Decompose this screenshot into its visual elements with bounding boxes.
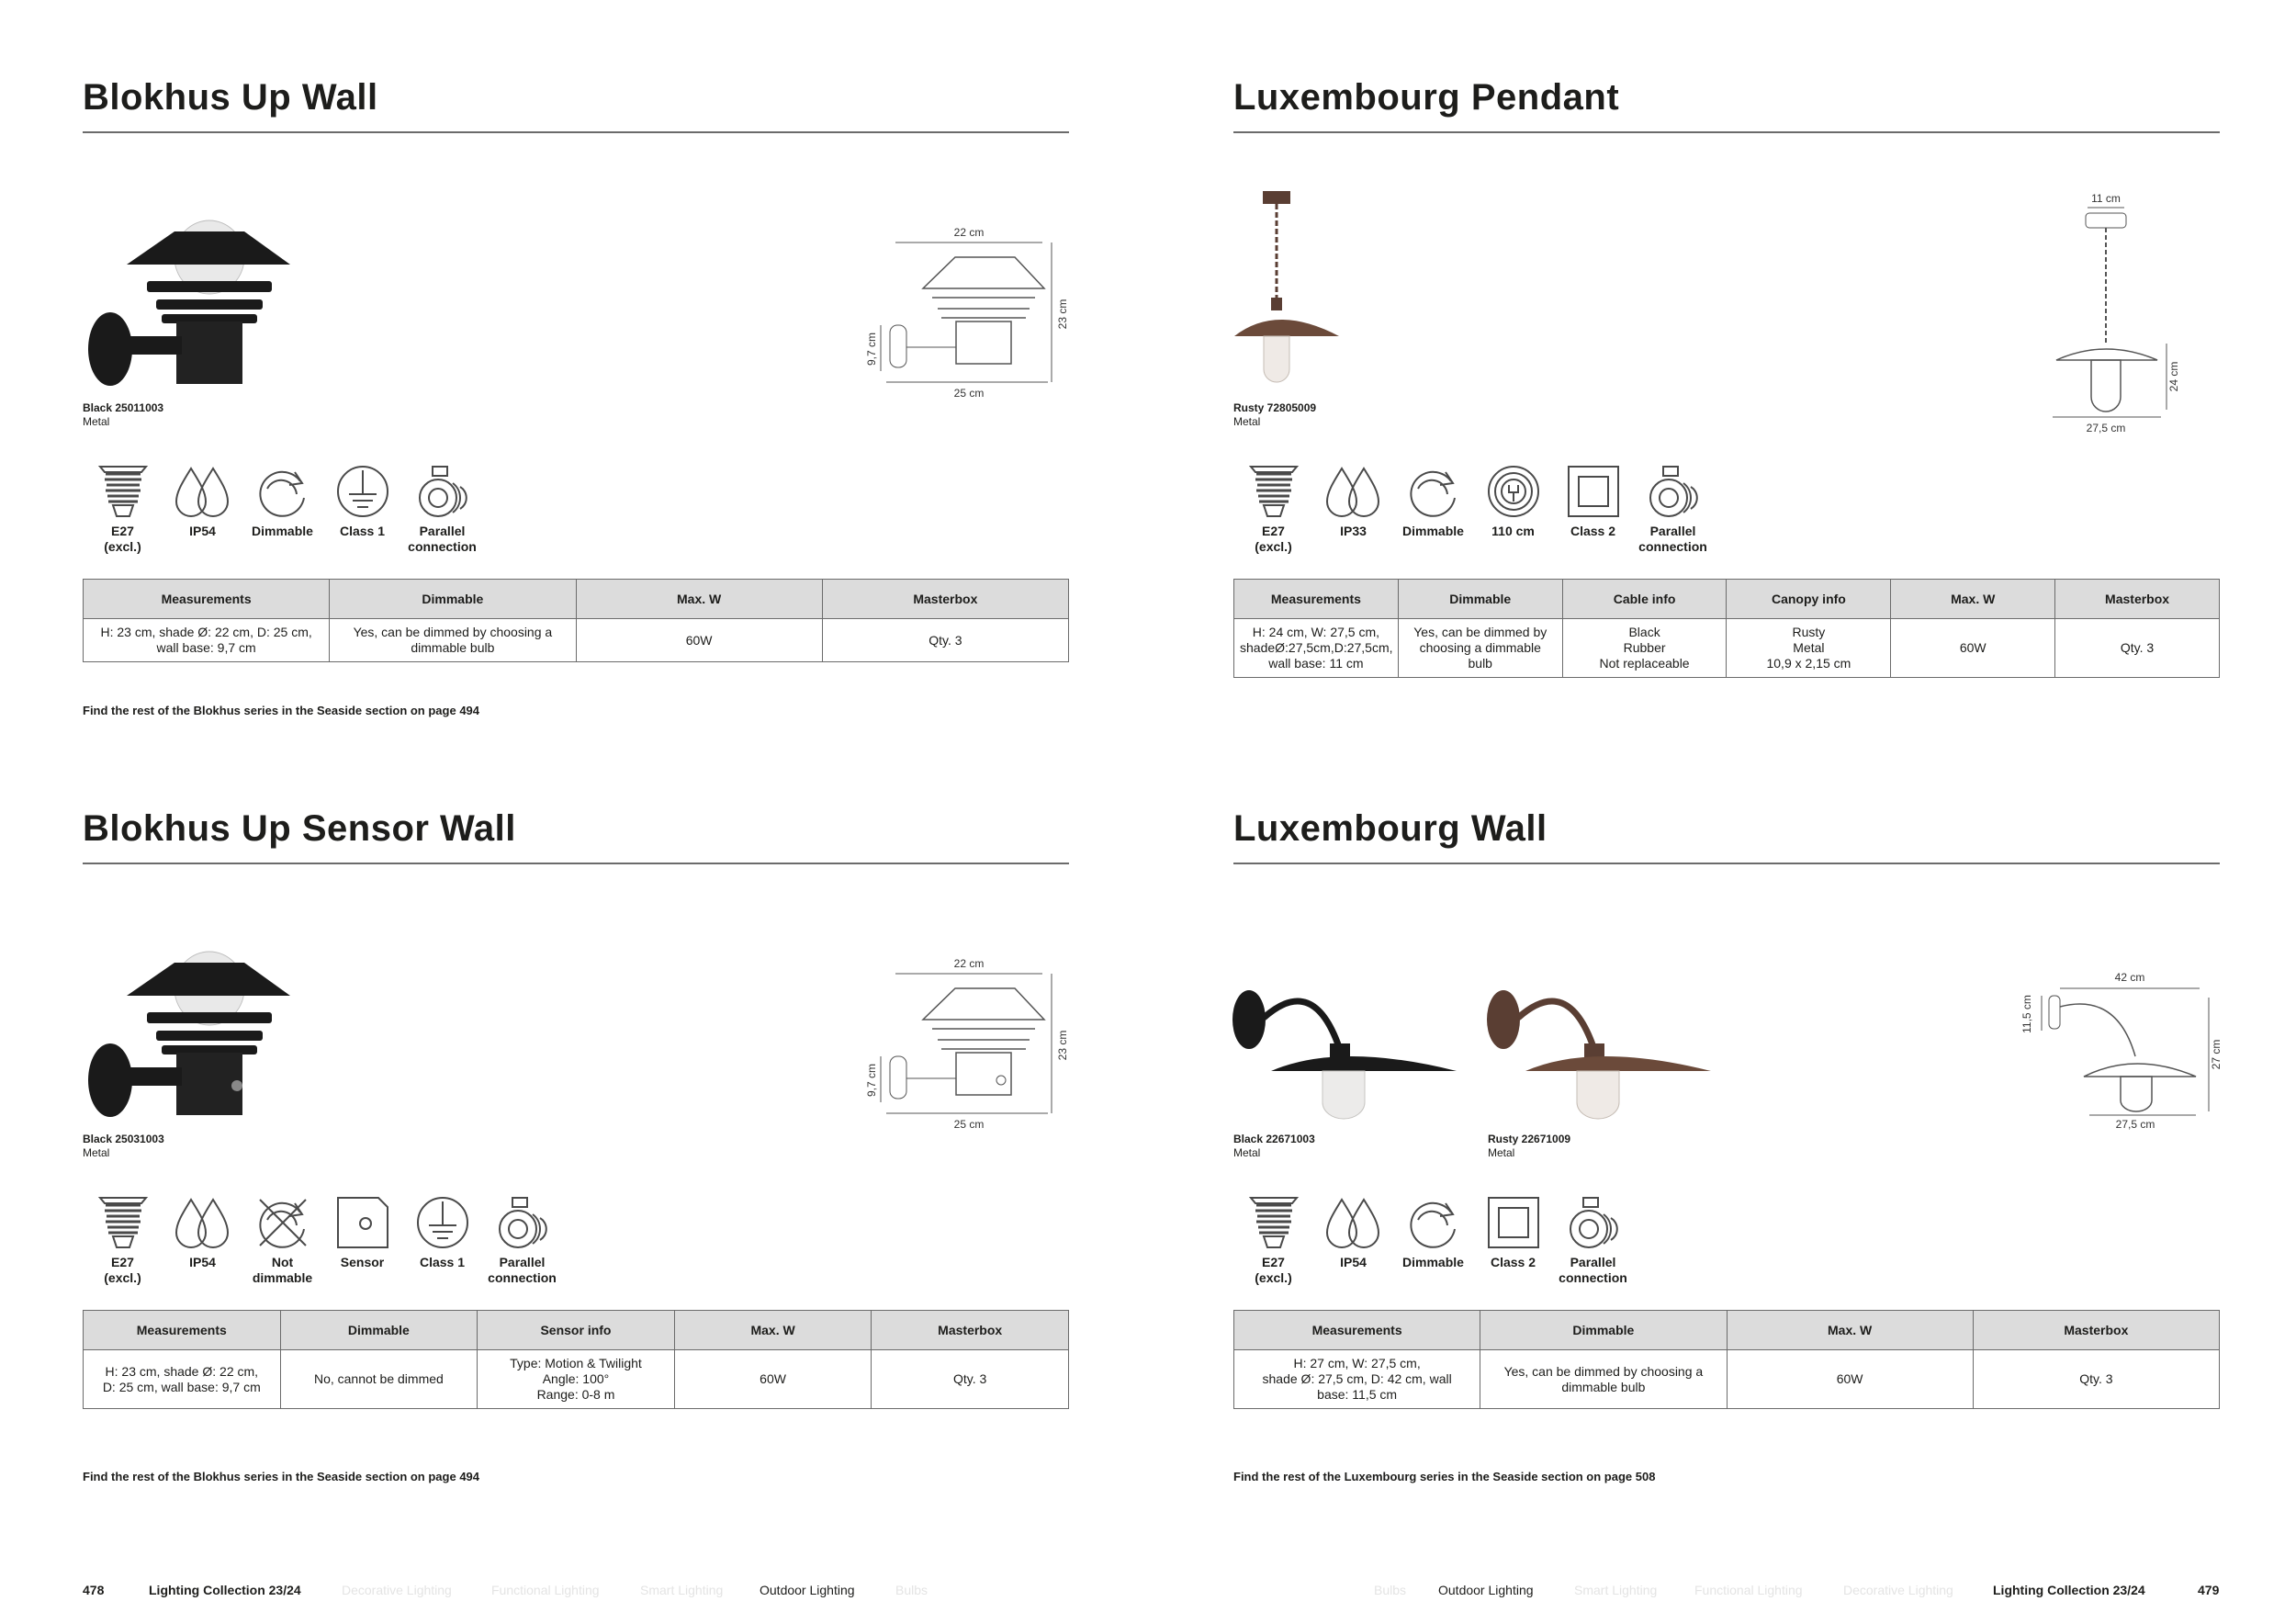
table-header: Masterbox: [822, 580, 1068, 619]
table-row: [84, 1350, 1069, 1409]
title-divider: [83, 131, 1069, 133]
feature-ip: [1313, 461, 1393, 555]
sensor-icon: [332, 1192, 393, 1253]
title-divider: [83, 863, 1069, 864]
e27-bulb-icon: [1244, 461, 1304, 522]
variant-caption: [83, 1133, 164, 1160]
table-header-row: [84, 580, 1069, 619]
feature-ip: [163, 1192, 242, 1286]
variant-material: Metal: [83, 415, 110, 428]
dim-width: 27,5 cm: [2086, 422, 2126, 434]
dim-height: 24 cm: [2167, 361, 2180, 392]
title-divider: [1233, 863, 2220, 864]
table-cell: Yes, can be dimmed by choosing a dimmable bulb: [1398, 619, 1562, 678]
nav-link-decorative[interactable]: Decorative Lighting: [1843, 1583, 1953, 1597]
dimmable-icon: [1403, 1192, 1464, 1253]
feature-parallel: [402, 461, 482, 555]
parallel-connection-icon: [1563, 1192, 1624, 1253]
table-row: [1234, 619, 2220, 678]
feature-icons: [1233, 1192, 1633, 1286]
title-blokhus-up-wall: Blokhus Up Wall: [83, 77, 378, 118]
variant-caption: [1233, 401, 1316, 429]
product-photo-blokhus-up-sensor-wall: [81, 933, 292, 1117]
table-row: [84, 619, 1069, 662]
table-header: Measurements: [84, 580, 330, 619]
product-photo-luxembourg-wall-black: [1231, 964, 1460, 1121]
title-divider: [1233, 131, 2220, 133]
table-header-row: [84, 1311, 1069, 1350]
table-header: Dimmable: [1480, 1311, 1727, 1350]
class-2-icon: [1483, 1192, 1544, 1253]
table-header: Max. W: [576, 580, 822, 619]
spec-table-blokhus-up-sensor-wall: [83, 1310, 1069, 1409]
dim-depth: 25 cm: [953, 1118, 985, 1131]
series-note: Find the rest of the Luxembourg series in the Seaside section on page 508: [1233, 1470, 1656, 1483]
dim-wall-base: 9,7 cm: [865, 332, 878, 367]
title-luxembourg-pendant: Luxembourg Pendant: [1233, 77, 1620, 118]
variant-caption-black: [1233, 1133, 1315, 1160]
feature-label: IP54: [1340, 1255, 1367, 1269]
table-cell: No, cannot be dimmed: [280, 1350, 478, 1409]
feature-label: Dimmable: [1402, 1255, 1464, 1269]
feature-label: 110 cm: [1491, 524, 1535, 538]
parallel-connection-icon: [492, 1192, 553, 1253]
table-cell: Qty. 3: [2055, 619, 2220, 678]
parallel-connection-icon: [1643, 461, 1704, 522]
feature-label: Class 2: [1570, 524, 1616, 538]
dim-width: 42 cm: [2114, 971, 2145, 984]
series-note: Find the rest of the Blokhus series in the Seaside section on page 494: [83, 1470, 480, 1483]
variant-material: Metal: [1233, 415, 1261, 428]
table-header: Dimmable: [280, 1311, 478, 1350]
table-cell: Qty. 3: [1973, 1350, 2219, 1409]
table-row: [1234, 1350, 2220, 1409]
feature-label: E27 (excl.): [104, 1255, 141, 1285]
feature-label: IP54: [189, 1255, 216, 1269]
table-header: Canopy info: [1727, 580, 1891, 619]
variant-name: Black 25011003: [83, 401, 164, 414]
table-header-row: [1234, 1311, 2220, 1350]
table-header-row: [1234, 580, 2220, 619]
spec-table-luxembourg-pendant: [1233, 579, 2220, 678]
feature-label: Class 2: [1490, 1255, 1536, 1269]
table-header: Masterbox: [1973, 1311, 2219, 1350]
ip-drops-icon: [1323, 1192, 1384, 1253]
feature-parallel: [1633, 461, 1713, 555]
feature-label: Dimmable: [1402, 524, 1464, 538]
table-header: Max. W: [1891, 580, 2055, 619]
variant-name: Black 22671003: [1233, 1133, 1315, 1145]
dim-width: 22 cm: [953, 957, 985, 970]
feature-label: Parallel connection: [1559, 1255, 1627, 1285]
ip-drops-icon: [173, 461, 233, 522]
table-header: Max. W: [1727, 1311, 1973, 1350]
variant-name: Black 25031003: [83, 1133, 164, 1145]
series-note: Find the rest of the Blokhus series in the Seaside section on page 494: [83, 704, 480, 717]
feature-label: Class 1: [419, 1255, 466, 1269]
feature-class: [322, 461, 402, 555]
table-header: Cable info: [1562, 580, 1727, 619]
feature-class: [402, 1192, 482, 1286]
feature-label: Not dimmable: [252, 1255, 313, 1285]
nav-link-bulbs[interactable]: Bulbs: [895, 1583, 929, 1597]
feature-icons: [83, 1192, 562, 1286]
table-cell: 60W: [1727, 1350, 1973, 1409]
feature-dimmable: [1393, 1192, 1473, 1286]
feature-cable: [1473, 461, 1553, 555]
table-cell: H: 24 cm, W: 27,5 cm, shadeØ:27,5cm,D:27,5cm, wall base: 11 cm: [1234, 619, 1399, 678]
dim-canopy: 11 cm: [2091, 192, 2121, 205]
dim-wall-base: 9,7 cm: [865, 1063, 878, 1098]
table-header: Max. W: [674, 1311, 872, 1350]
feature-class: [1553, 461, 1633, 555]
feature-parallel: [1553, 1192, 1633, 1286]
not-dimmable-icon: [253, 1192, 313, 1253]
spec-table-blokhus-up-wall: [83, 579, 1069, 662]
table-cell: H: 23 cm, shade Ø: 22 cm, D: 25 cm, wall base: 9,7 cm: [84, 619, 330, 662]
table-cell: 60W: [1891, 619, 2055, 678]
dimmable-icon: [253, 461, 313, 522]
nav-link-functional[interactable]: Functional Lighting: [491, 1583, 600, 1597]
collection-title-right: Lighting Collection 23/24: [1993, 1583, 2145, 1597]
variant-name: Rusty 72805009: [1233, 401, 1317, 414]
feature-label: Sensor: [340, 1255, 385, 1269]
collection-title-left: Lighting Collection 23/24: [149, 1583, 301, 1597]
feature-label: Parallel connection: [1638, 524, 1707, 554]
feature-bulb: [83, 461, 163, 555]
dimension-drawing-luxembourg-wall: [2016, 964, 2227, 1130]
e27-bulb-icon: [1244, 1192, 1304, 1253]
feature-label: IP33: [1340, 524, 1367, 538]
nav-link-outdoor[interactable]: Outdoor Lighting: [760, 1583, 855, 1597]
nav-link-bulbs[interactable]: Bulbs: [1374, 1583, 1407, 1597]
dimmable-icon: [1403, 461, 1464, 522]
title-blokhus-up-sensor-wall: Blokhus Up Sensor Wall: [83, 808, 516, 849]
feature-label: Dimmable: [252, 524, 313, 538]
dim-width: 22 cm: [953, 226, 985, 239]
variant-material: Metal: [83, 1146, 110, 1159]
variant-caption-rusty: [1488, 1133, 1570, 1160]
feature-icons: [1233, 461, 1713, 555]
variant-material: Metal: [1233, 1146, 1261, 1159]
table-cell: Black Rubber Not replaceable: [1562, 619, 1727, 678]
feature-bulb: [1233, 1192, 1313, 1286]
nav-link-functional[interactable]: Functional Lighting: [1694, 1583, 1803, 1597]
table-cell: 60W: [576, 619, 822, 662]
page-number-left: 478: [83, 1583, 105, 1597]
variant-material: Metal: [1488, 1146, 1515, 1159]
dim-shade: 27,5 cm: [2115, 1118, 2155, 1131]
feature-ip: [163, 461, 242, 555]
table-cell: H: 23 cm, shade Ø: 22 cm, D: 25 cm, wall base: 9,7 cm: [84, 1350, 281, 1409]
dimension-drawing-blokhus-up-sensor-wall: [865, 952, 1079, 1135]
table-cell: Type: Motion & Twilight Angle: 100° Range: 0-8 m: [478, 1350, 675, 1409]
table-cell: Rusty Metal 10,9 x 2,15 cm: [1727, 619, 1891, 678]
class-2-icon: [1563, 461, 1624, 522]
spec-table-luxembourg-wall: [1233, 1310, 2220, 1409]
feature-dimmable: [1393, 461, 1473, 555]
feature-class: [1473, 1192, 1553, 1286]
e27-bulb-icon: [93, 1192, 153, 1253]
table-cell: Qty. 3: [872, 1350, 1069, 1409]
feature-icons: [83, 461, 482, 555]
table-header: Sensor info: [478, 1311, 675, 1350]
product-photo-blokhus-up-wall: [81, 202, 292, 386]
product-photo-luxembourg-wall-rusty: [1485, 964, 1715, 1121]
nav-link-outdoor[interactable]: Outdoor Lighting: [1438, 1583, 1534, 1597]
table-cell: H: 27 cm, W: 27,5 cm, shade Ø: 27,5 cm, D: 42 cm, wall base: 11,5 cm: [1234, 1350, 1480, 1409]
ip-drops-icon: [173, 1192, 233, 1253]
table-cell: 60W: [674, 1350, 872, 1409]
class-1-ground-icon: [332, 461, 393, 522]
product-photo-luxembourg-pendant: [1231, 189, 1350, 391]
dim-wall-base: 11,5 cm: [2020, 995, 2033, 1033]
variant-name: Rusty 22671009: [1488, 1133, 1571, 1145]
table-header: Measurements: [1234, 1311, 1480, 1350]
table-header: Dimmable: [1398, 580, 1562, 619]
parallel-connection-icon: [412, 461, 473, 522]
feature-sensor: [322, 1192, 402, 1286]
feature-label: Parallel connection: [408, 524, 477, 554]
table-cell: Qty. 3: [822, 619, 1068, 662]
feature-label: Class 1: [339, 524, 386, 538]
table-header: Dimmable: [330, 580, 576, 619]
nav-link-decorative[interactable]: Decorative Lighting: [342, 1583, 452, 1597]
feature-label: E27 (excl.): [1255, 524, 1292, 554]
dim-height: 23 cm: [1056, 1030, 1069, 1061]
feature-bulb: [1233, 461, 1313, 555]
table-header: Masterbox: [872, 1311, 1069, 1350]
class-1-ground-icon: [412, 1192, 473, 1253]
feature-not-dimmable: [242, 1192, 322, 1286]
nav-link-smart[interactable]: Smart Lighting: [1574, 1583, 1658, 1597]
feature-label: IP54: [189, 524, 216, 538]
dim-depth: 25 cm: [953, 387, 985, 400]
dimension-drawing-luxembourg-pendant: [2043, 189, 2181, 437]
page-number-right: 479: [2198, 1583, 2220, 1597]
feature-label: E27 (excl.): [104, 524, 141, 554]
feature-bulb: [83, 1192, 163, 1286]
ip-drops-icon: [1323, 461, 1384, 522]
feature-parallel: [482, 1192, 562, 1286]
variant-caption: [83, 401, 163, 429]
cable-length-icon: [1483, 461, 1544, 522]
title-luxembourg-wall: Luxembourg Wall: [1233, 808, 1548, 849]
feature-dimmable: [242, 461, 322, 555]
nav-link-smart[interactable]: Smart Lighting: [640, 1583, 724, 1597]
feature-label: E27 (excl.): [1255, 1255, 1292, 1285]
table-header: Measurements: [84, 1311, 281, 1350]
dim-height: 23 cm: [1056, 299, 1069, 330]
table-cell: Yes, can be dimmed by choosing a dimmable bulb: [1480, 1350, 1727, 1409]
table-header: Measurements: [1234, 580, 1399, 619]
e27-bulb-icon: [93, 461, 153, 522]
dimension-drawing-blokhus-up-wall: [865, 220, 1079, 404]
table-cell: Yes, can be dimmed by choosing a dimmable bulb: [330, 619, 576, 662]
table-header: Masterbox: [2055, 580, 2220, 619]
feature-ip: [1313, 1192, 1393, 1286]
feature-label: Parallel connection: [488, 1255, 557, 1285]
dim-height: 27 cm: [2210, 1039, 2223, 1070]
